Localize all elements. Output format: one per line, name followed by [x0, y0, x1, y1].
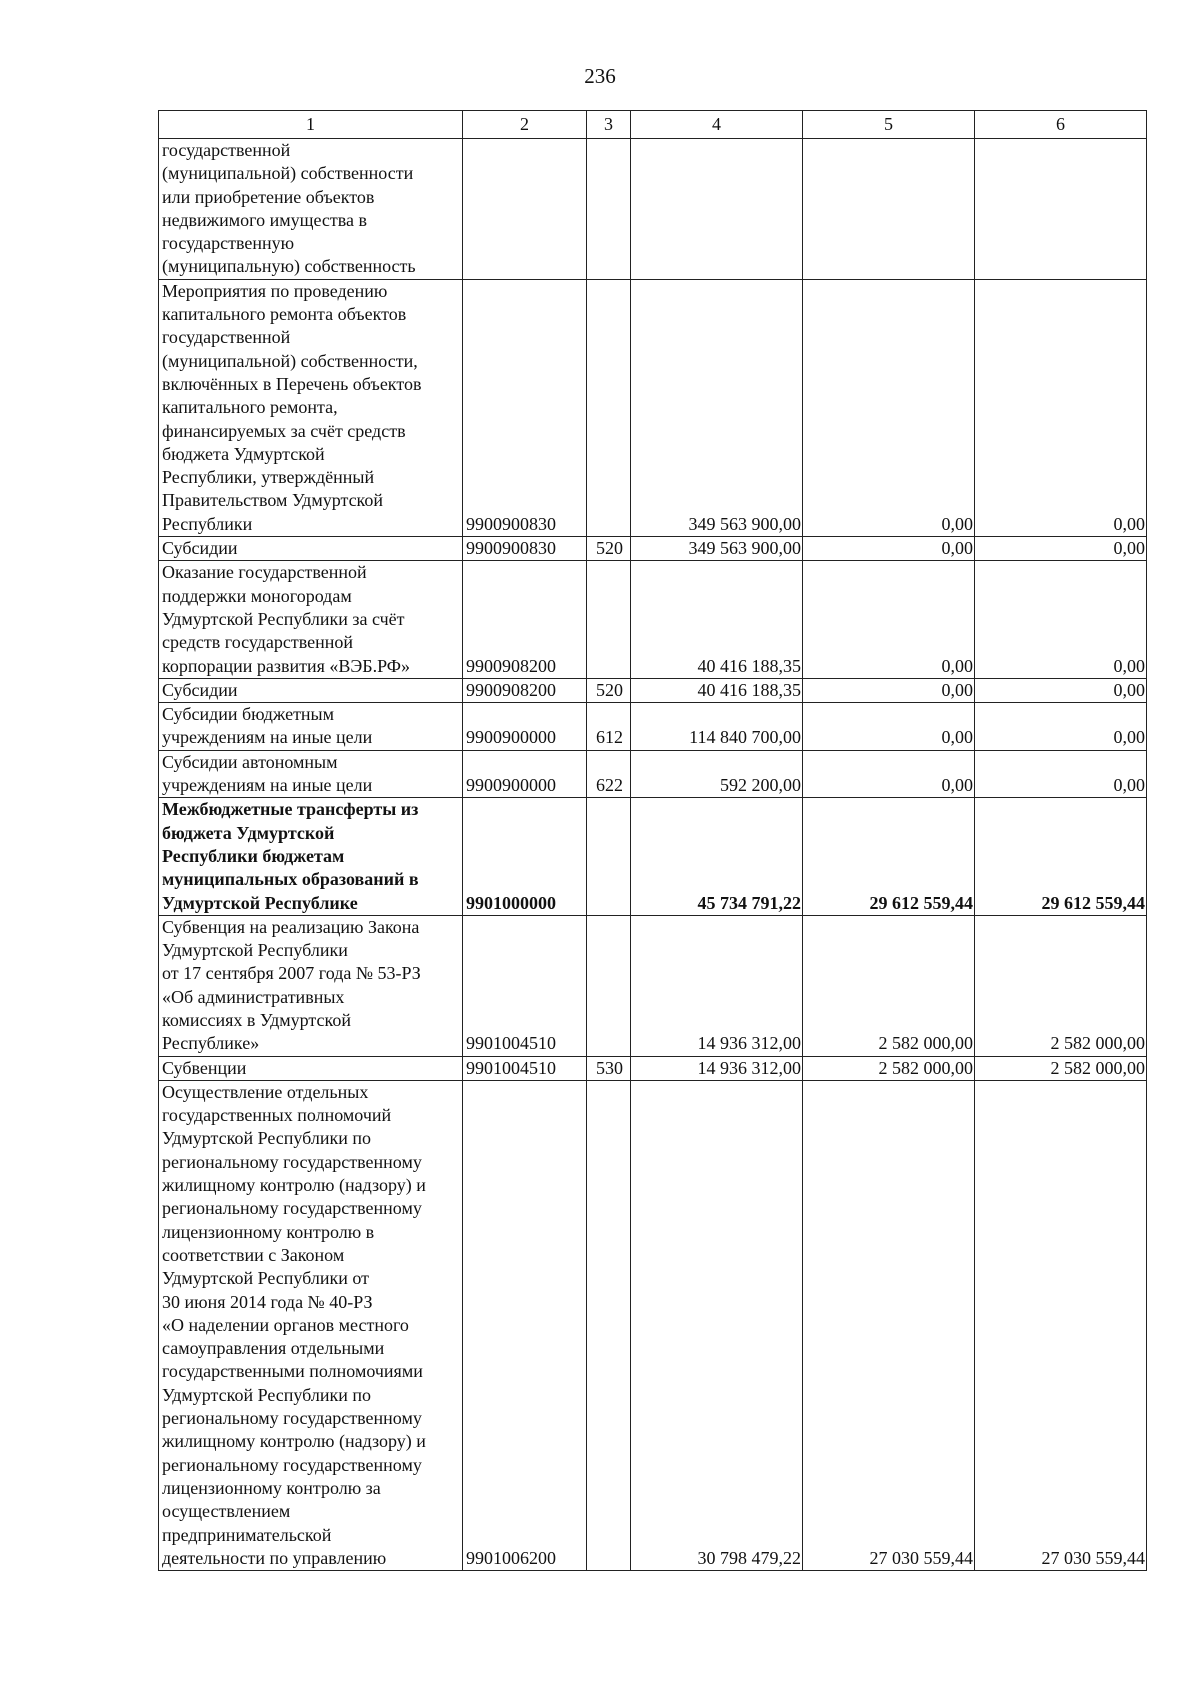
row-type-cell [587, 798, 631, 915]
row-value-col5-cell: 0,00 [803, 537, 975, 561]
row-code-cell: 9900900830 [463, 279, 587, 536]
column-header-5: 5 [803, 111, 975, 139]
row-value-col5-cell: 2 582 000,00 [803, 1056, 975, 1080]
budget-table [158, 110, 1147, 1571]
column-header-2: 2 [463, 111, 587, 139]
table-row [159, 279, 1147, 536]
row-type-cell [587, 279, 631, 536]
row-value-col4-cell: 114 840 700,00 [631, 703, 803, 751]
row-name-cell: Субсидии автономным учреждениям на иные цели [159, 750, 463, 798]
column-header-6: 6 [975, 111, 1147, 139]
row-name-cell: государственной (муниципальной) собственности или приобретение объектов недвижимого имущества в государственную (муниципальную) собственность [159, 139, 463, 280]
row-code-cell: 9901004510 [463, 1056, 587, 1080]
row-value-col5-cell: 2 582 000,00 [803, 915, 975, 1056]
table-header [159, 111, 1147, 139]
row-name-cell: Субвенция на реализацию Закона Удмуртской Республики от 17 сентября 2007 года № 53-РЗ «Об административных комиссиях в Удмуртской Республике» [159, 915, 463, 1056]
row-value-col4-cell: 14 936 312,00 [631, 1056, 803, 1080]
row-code-cell: 9901006200 [463, 1080, 587, 1570]
row-name-cell: Субвенции [159, 1056, 463, 1080]
row-type-cell: 530 [587, 1056, 631, 1080]
row-code-cell: 9900900830 [463, 537, 587, 561]
table-row [159, 139, 1147, 280]
row-value-col4-cell: 592 200,00 [631, 750, 803, 798]
table-row [159, 537, 1147, 561]
table-body [159, 139, 1147, 1571]
row-value-col6-cell: 27 030 559,44 [975, 1080, 1147, 1570]
row-type-cell: 612 [587, 703, 631, 751]
row-value-col6-cell: 0,00 [975, 561, 1147, 678]
row-code-cell: 9900900000 [463, 750, 587, 798]
row-type-cell [587, 1080, 631, 1570]
row-value-col4-cell: 14 936 312,00 [631, 915, 803, 1056]
table-row [159, 561, 1147, 678]
row-code-cell: 9900908200 [463, 561, 587, 678]
row-value-col6-cell: 29 612 559,44 [975, 798, 1147, 915]
row-type-cell [587, 915, 631, 1056]
table-row [159, 703, 1147, 751]
row-name-cell: Субсидии бюджетным учреждениям на иные цели [159, 703, 463, 751]
row-name-cell: Осуществление отдельных государственных полномочий Удмуртской Республики по региональному государственному жилищному контролю (надзору) и региональному государственному лицензионному контролю в соответствии с Законом Удмуртской Республики от 30 июня 2014 года № 40-РЗ «О наделении органов местного самоуправления отдельными государственными полномочиями Удмуртской Республики по региональному государственному жилищному контролю (надзору) и региональному государственному лицензионному контролю за осуществлением предпринимательской деятельности по управлению [159, 1080, 463, 1570]
row-value-col6-cell [975, 139, 1147, 280]
row-name-cell: Межбюджетные трансферты из бюджета Удмуртской Республики бюджетам муниципальных образований в Удмуртской Республике [159, 798, 463, 915]
row-code-cell [463, 139, 587, 280]
row-type-cell [587, 561, 631, 678]
row-value-col6-cell: 0,00 [975, 279, 1147, 536]
row-type-cell [587, 139, 631, 280]
row-value-col4-cell: 349 563 900,00 [631, 279, 803, 536]
row-type-cell: 520 [587, 678, 631, 702]
table-row [159, 750, 1147, 798]
table-row [159, 915, 1147, 1056]
row-value-col6-cell: 0,00 [975, 678, 1147, 702]
row-value-col5-cell: 0,00 [803, 678, 975, 702]
row-code-cell: 9900908200 [463, 678, 587, 702]
row-value-col5-cell: 0,00 [803, 561, 975, 678]
row-value-col6-cell: 2 582 000,00 [975, 1056, 1147, 1080]
table-row [159, 798, 1147, 915]
row-value-col4-cell: 40 416 188,35 [631, 678, 803, 702]
row-code-cell: 9901004510 [463, 915, 587, 1056]
row-value-col5-cell: 0,00 [803, 703, 975, 751]
column-header-4: 4 [631, 111, 803, 139]
row-value-col5-cell: 29 612 559,44 [803, 798, 975, 915]
row-value-col5-cell: 0,00 [803, 279, 975, 536]
table-row [159, 678, 1147, 702]
row-name-cell: Мероприятия по проведению капитального ремонта объектов государственной (муниципальной) собственности, включённых в Перечень объектов капитального ремонта, финансируемых за счёт средств бюджета Удмуртской Республики, утверждённый Правительством Удмуртской Республики [159, 279, 463, 536]
row-name-cell: Оказание государственной поддержки моногородам Удмуртской Республики за счёт средств государственной корпорации развития «ВЭБ.РФ» [159, 561, 463, 678]
row-type-cell: 622 [587, 750, 631, 798]
row-code-cell: 9900900000 [463, 703, 587, 751]
row-code-cell: 9901000000 [463, 798, 587, 915]
row-value-col5-cell: 27 030 559,44 [803, 1080, 975, 1570]
row-value-col6-cell: 0,00 [975, 703, 1147, 751]
row-value-col4-cell: 349 563 900,00 [631, 537, 803, 561]
table-row [159, 1080, 1147, 1570]
page-number: 236 [584, 64, 616, 88]
row-value-col4-cell: 30 798 479,22 [631, 1080, 803, 1570]
row-name-cell: Субсидии [159, 678, 463, 702]
row-type-cell: 520 [587, 537, 631, 561]
row-value-col6-cell: 2 582 000,00 [975, 915, 1147, 1056]
row-value-col4-cell: 45 734 791,22 [631, 798, 803, 915]
row-value-col6-cell: 0,00 [975, 750, 1147, 798]
row-value-col6-cell: 0,00 [975, 537, 1147, 561]
table-row [159, 1056, 1147, 1080]
column-header-3: 3 [587, 111, 631, 139]
row-value-col4-cell: 40 416 188,35 [631, 561, 803, 678]
row-name-cell: Субсидии [159, 537, 463, 561]
row-value-col5-cell: 0,00 [803, 750, 975, 798]
column-header-1: 1 [159, 111, 463, 139]
row-value-col4-cell [631, 139, 803, 280]
row-value-col5-cell [803, 139, 975, 280]
header-row [159, 111, 1147, 139]
